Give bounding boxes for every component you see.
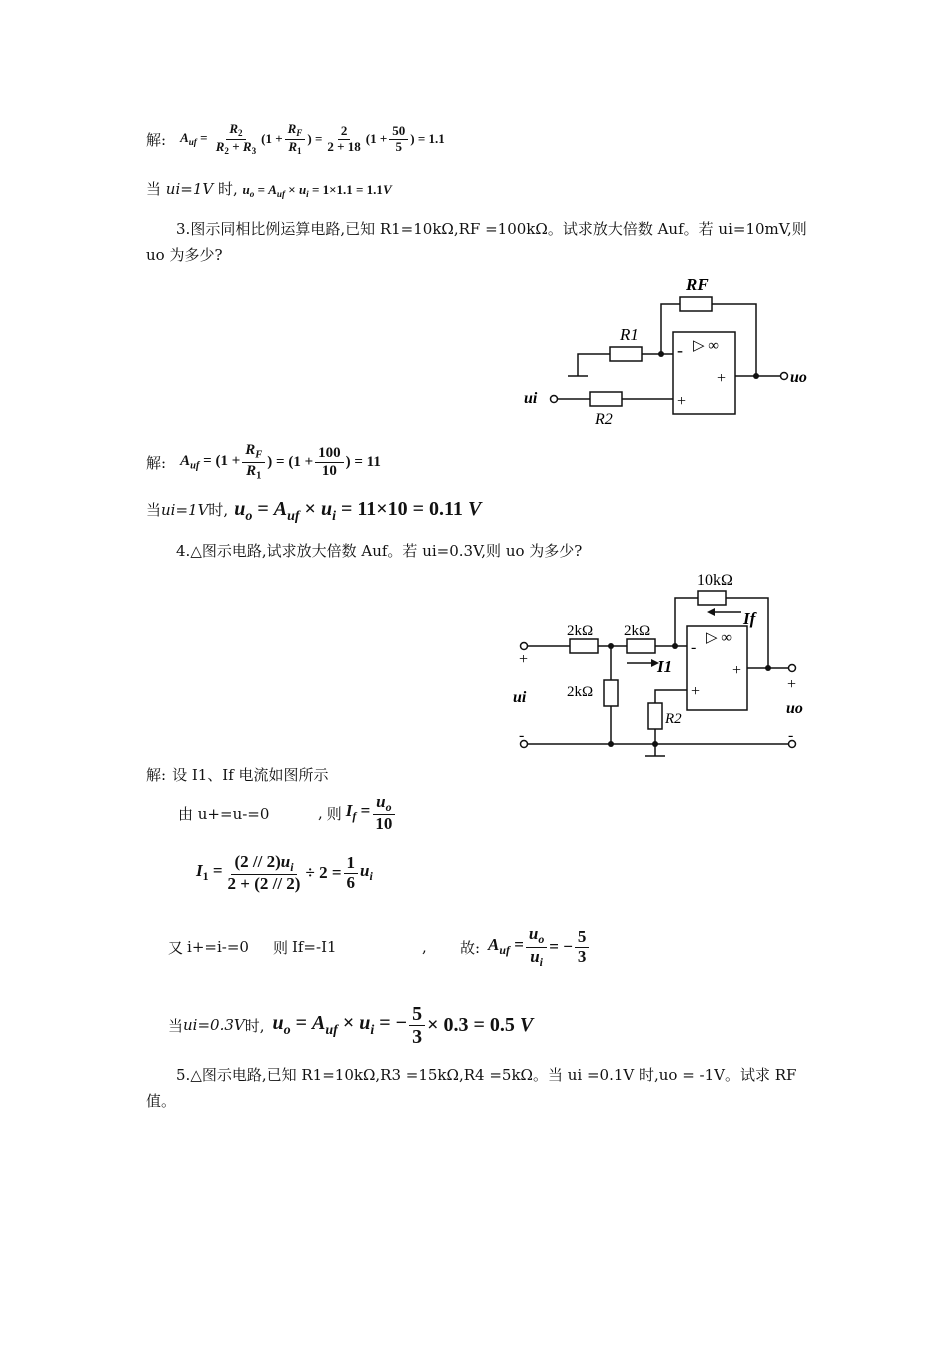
- q4-in-plus: +: [519, 651, 529, 668]
- q4-ze-cond: If=-I1: [291, 938, 337, 956]
- q4-question: △图示电路,试求放大倍数 Auf。若 ui=0.3V,则 uo 为多少?: [190, 542, 583, 560]
- p2-when-cond: ui=1V: [165, 180, 214, 198]
- q3-plus-in-label: +: [677, 393, 687, 410]
- p2-solution: [146, 118, 445, 160]
- q3-ui-label: ui: [524, 390, 538, 407]
- q4-i1-formula: $I_1$ = $\frac{(2 // 2)u_i}{2 + (2 // 2)}$ ÷ 2 = $\frac{1}{6}$ $u_i$: [196, 851, 373, 893]
- q3-rf-label: RF: [686, 275, 709, 294]
- q4-text: [146, 538, 811, 564]
- q3-amp-symbol: ▷ ∞: [693, 338, 719, 354]
- q3-text: [146, 216, 811, 268]
- q4-i1: [196, 848, 373, 898]
- p2-when: 当 ui=1V 时, $u_o = A_{uf} \times u_i = 1\times 1.1 = 1.1V$: [146, 180, 392, 200]
- q4-sol-by: 由 u+=u-=0 , 则 $I_f$ = $\frac{u_o}{10}$: [178, 790, 397, 836]
- q4-rb-resistor: [627, 639, 655, 653]
- q4-rf-resistor: [698, 591, 726, 605]
- q4-ra-label: 2kΩ: [567, 623, 594, 639]
- q4-num: 4.: [176, 542, 191, 560]
- q4-opamp-plus-in: +: [691, 683, 701, 700]
- q4-auf-formula: $A_{uf}$ = $\frac{u_o}{u_i}$ = − $\frac{5}{3}$: [488, 925, 591, 969]
- q3-circuit: [500, 270, 830, 430]
- q3-when: 当 ui=1V 时, $u_o = A_{uf} \times u_i = 11\times 10 = 0.11$ V: [146, 498, 482, 524]
- q4-opamp-plus-out: +: [732, 662, 742, 679]
- p2-when-formula: $u_o = A_{uf} \times u_i = 1\times 1.1 = 1.1V$: [242, 182, 392, 200]
- q4-when-formula: $u_o = A_{uf} \times u_i$ = − $\frac{5}{3}$ × 0.3 = 0.5 V: [272, 1002, 534, 1048]
- q4-when: 当 ui=0.3V 时, $u_o = A_{uf} \times u_i$ = − $\frac{5}{3}$ × 0.3 = 0.5 V: [168, 1002, 534, 1048]
- q3-rf-resistor: [680, 297, 712, 311]
- q4-if-formula: $I_f$ = $\frac{u_o}{10}$: [346, 793, 398, 834]
- q3-when-formula: $u_o = A_{uf} \times u_i = 11\times 10 = 0.11$ V: [234, 498, 482, 524]
- q4-out-minus: -: [788, 727, 794, 744]
- label-jie: 解:: [146, 130, 167, 149]
- q4-out-plus: +: [787, 676, 797, 693]
- q4-ui-label: ui: [513, 689, 527, 706]
- q3-plus-out-label: +: [717, 370, 727, 387]
- q4-uo-label: uo: [786, 700, 803, 717]
- q3-num: 3.: [176, 220, 191, 238]
- q4-you-cond: i+=i-=0: [187, 938, 249, 956]
- q4-ra-resistor: [570, 639, 598, 653]
- q4-circuit: [505, 568, 825, 758]
- q5-question: △图示电路,已知 R1=10kΩ,R3 =15kΩ,R4 =5kΩ。当 ui =0.1V 时,uo = -1V。试求 RF 值。: [146, 1066, 797, 1110]
- q4-when-cond: ui=0.3V: [183, 1016, 245, 1034]
- q4-opamp-minus: -: [691, 639, 697, 656]
- q3-r2-resistor: [590, 392, 622, 406]
- q4-rshunt-label: 2kΩ: [567, 684, 594, 700]
- q4-amp-symbol: ▷ ∞: [706, 630, 732, 646]
- q3-auf-formula: $A_{uf} = (1$ + $\frac{R_F}{R_1}$ ) = (1 + $\frac{100}{10}$ ) = 11: [180, 442, 381, 482]
- q3-minus-label: -: [677, 340, 683, 360]
- q4-if-label: If: [743, 609, 756, 628]
- q5-text: [146, 1062, 811, 1114]
- q3-when-cond: ui=1V: [161, 501, 209, 519]
- q3-r2-label: R2: [595, 411, 613, 428]
- q5-num: 5.: [176, 1066, 191, 1084]
- q4-r2-resistor: [648, 703, 662, 729]
- q4-r2-label: R2: [665, 711, 682, 727]
- q4-i1-label: I1: [657, 657, 673, 676]
- q4-rf-label: 10kΩ: [697, 572, 733, 589]
- q4-auf: 又 i+=i-=0 则 If=-I1 , 故: $A_{uf}$ = $\frac{u_o}{u_i}$ = − $\frac{5}{3}$: [168, 922, 591, 972]
- q4-rshunt-resistor: [604, 680, 618, 706]
- q3-uo-label: uo: [790, 369, 807, 386]
- q4-in-minus: -: [519, 727, 525, 744]
- q4-sol-intro: 解: 设 I1、If 电流如图所示: [146, 766, 329, 784]
- q3-r1-label: R1: [620, 325, 639, 344]
- q3-solution: 解: $A_{uf} = (1$ + $\frac{R_F}{R_1}$ ) = (1 + $\frac{100}{10}$ ) = 11: [146, 442, 381, 482]
- q4-rb-label: 2kΩ: [624, 623, 651, 639]
- q3-question: 图示同相比例运算电路,已知 R1=10kΩ,RF =100kΩ。试求放大倍数 Auf。若 ui=10mV,则 uo 为多少?: [146, 220, 807, 264]
- p2-auf-formula: $A_{uf}$ = $\frac{R_2}{R_2 + R_3}$ (1 + $\frac{R_F}{R_1}$ ) = $\frac{2}{2 + 18}$ (1 + $\frac{50}{5}$ ) = 1.1: [180, 121, 445, 156]
- q3-r1-resistor: [610, 347, 642, 361]
